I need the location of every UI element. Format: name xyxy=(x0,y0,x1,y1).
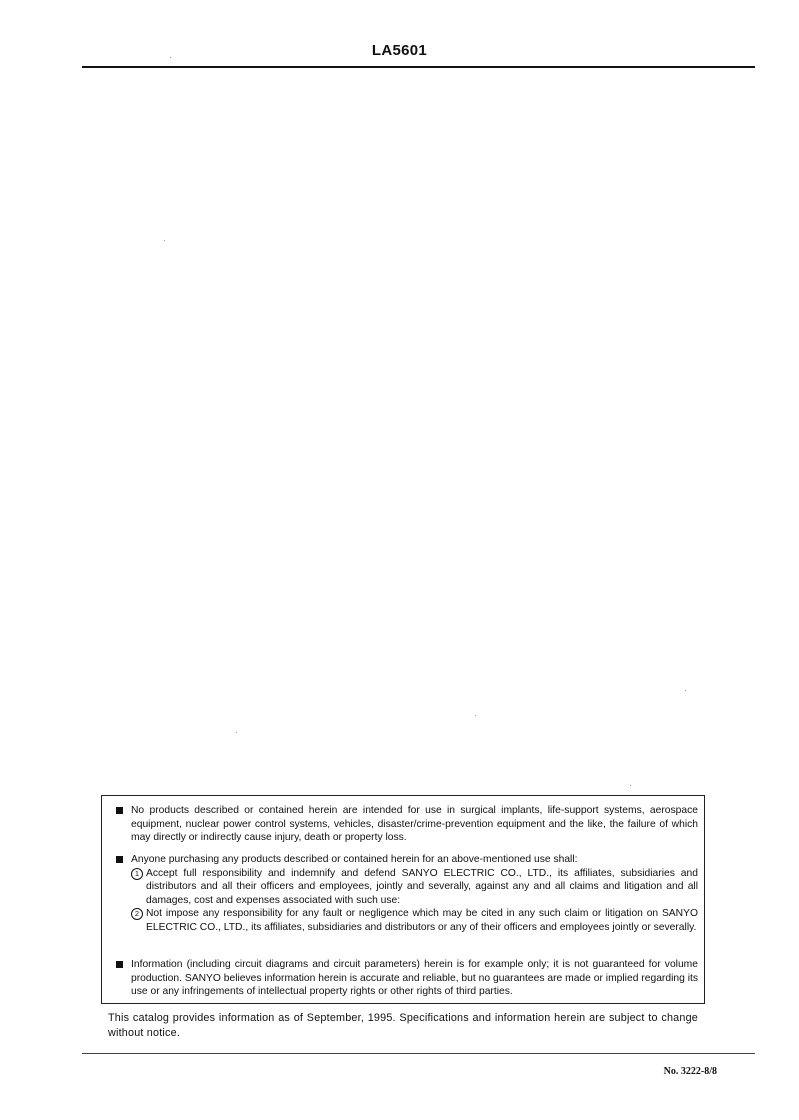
sub-item-text: Accept full responsibility and indemnify and defend SANYO ELECTRIC CO., LTD., its affiliates, subsidiaries and distributors and all their officers and employees, jointly and severally, against any and all claims and litigation and all damages, cost and expenses associated with such use: xyxy=(146,867,698,906)
speck xyxy=(475,715,476,716)
notice-item-text: Information (including circuit diagrams and circuit parameters) herein is for example only; it is not guaranteed for volume production. SANYO believes information herein is accurate and reliable, but no guarantees are made or implied regarding its use or any infringements of intellectual property rights or other rights of third parties. xyxy=(131,959,698,997)
footer-rule xyxy=(82,1053,755,1054)
speck xyxy=(164,240,165,241)
speck xyxy=(170,57,171,58)
notice-item-liability xyxy=(116,804,698,845)
speck xyxy=(630,785,631,786)
sub-item-text: Not impose any responsibility for any fault or negligence which may be cited in any such claim or litigation on SANYO ELECTRIC CO., LTD., its affiliates, subsidiaries and distributors or any of their officers and employees jointly or severally. xyxy=(146,908,698,933)
notice-item-text: Anyone purchasing any products described or contained herein for an above-mentioned use shall: xyxy=(131,854,578,865)
notice-item-text: No products described or contained herein are intended for use in surgical implants, life-support systems, aerospace equipment, nuclear power control systems, vehicles, disaster/crime-prevention equipment and the like, the failure of which may directly or indirectly cause injury, death or property loss. xyxy=(131,805,698,843)
catalog-footnote: This catalog provides information as of September, 1995. Specifications and information herein are subject to change without notice. xyxy=(108,1012,698,1039)
bullet-square-icon xyxy=(116,807,123,814)
header-rule xyxy=(82,66,755,68)
disclaimer-notice-box xyxy=(101,795,705,1004)
bullet-square-icon xyxy=(116,856,123,863)
notice-item-purchaser-obligations xyxy=(116,853,698,934)
sub-item-indemnify xyxy=(131,867,698,908)
speck xyxy=(685,690,686,691)
circled-number-icon: 1 xyxy=(131,868,143,880)
circled-number-icon: 2 xyxy=(131,908,143,920)
page-header-title: LA5601 xyxy=(371,42,428,59)
notice-item-information xyxy=(116,958,698,999)
speck xyxy=(236,732,237,733)
sub-item-no-responsibility xyxy=(131,907,698,934)
bullet-square-icon xyxy=(116,961,123,968)
page-number: No. 3222-8/8 xyxy=(663,1066,717,1077)
